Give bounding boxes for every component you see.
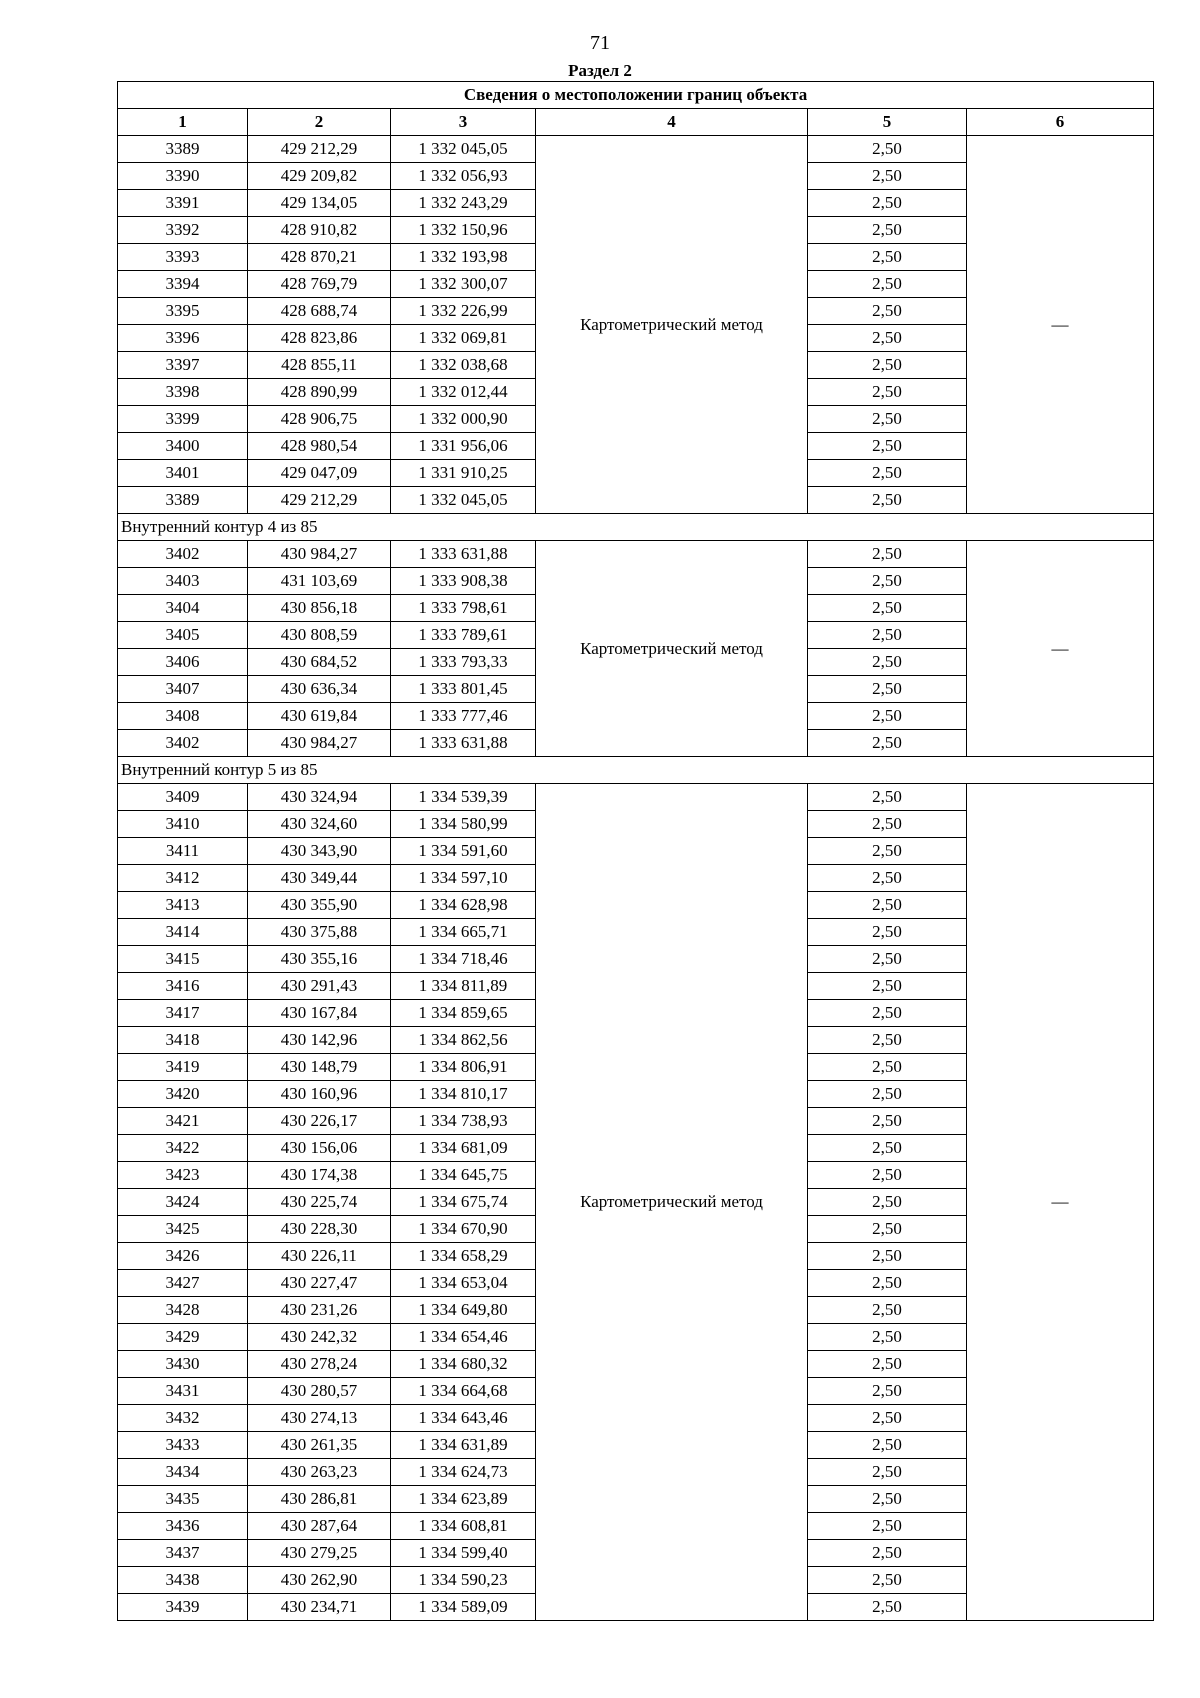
precision-cell: 2,50 xyxy=(808,1297,967,1324)
precision-cell: 2,50 xyxy=(808,568,967,595)
precision-cell: 2,50 xyxy=(808,730,967,757)
y-coordinate-cell: 1 334 597,10 xyxy=(391,865,536,892)
precision-cell: 2,50 xyxy=(808,1486,967,1513)
x-coordinate-cell: 429 212,29 xyxy=(248,136,391,163)
precision-cell: 2,50 xyxy=(808,919,967,946)
point-number-cell: 3416 xyxy=(118,973,248,1000)
x-coordinate-cell: 430 984,27 xyxy=(248,541,391,568)
y-coordinate-cell: 1 334 665,71 xyxy=(391,919,536,946)
point-number-cell: 3439 xyxy=(118,1594,248,1621)
y-coordinate-cell: 1 331 956,06 xyxy=(391,433,536,460)
y-coordinate-cell: 1 334 539,39 xyxy=(391,784,536,811)
precision-cell: 2,50 xyxy=(808,622,967,649)
precision-cell: 2,50 xyxy=(808,1108,967,1135)
point-number-cell: 3438 xyxy=(118,1567,248,1594)
precision-cell: 2,50 xyxy=(808,244,967,271)
y-coordinate-cell: 1 331 910,25 xyxy=(391,460,536,487)
point-number-cell: 3419 xyxy=(118,1054,248,1081)
point-number-cell: 3433 xyxy=(118,1432,248,1459)
column-header-4: 4 xyxy=(536,109,808,136)
point-number-cell: 3413 xyxy=(118,892,248,919)
y-coordinate-cell: 1 333 631,88 xyxy=(391,541,536,568)
precision-cell: 2,50 xyxy=(808,1135,967,1162)
y-coordinate-cell: 1 334 645,75 xyxy=(391,1162,536,1189)
precision-cell: 2,50 xyxy=(808,784,967,811)
x-coordinate-cell: 430 160,96 xyxy=(248,1081,391,1108)
y-coordinate-cell: 1 332 243,29 xyxy=(391,190,536,217)
point-number-cell: 3424 xyxy=(118,1189,248,1216)
x-coordinate-cell: 430 261,35 xyxy=(248,1432,391,1459)
point-number-cell: 3437 xyxy=(118,1540,248,1567)
precision-cell: 2,50 xyxy=(808,541,967,568)
precision-cell: 2,50 xyxy=(808,1216,967,1243)
y-coordinate-cell: 1 334 590,23 xyxy=(391,1567,536,1594)
contour-label-row xyxy=(118,514,1154,541)
method-cell: Картометрический метод xyxy=(536,541,808,757)
x-coordinate-cell: 429 209,82 xyxy=(248,163,391,190)
precision-cell: 2,50 xyxy=(808,973,967,1000)
x-coordinate-cell: 430 684,52 xyxy=(248,649,391,676)
point-number-cell: 3429 xyxy=(118,1324,248,1351)
x-coordinate-cell: 430 263,23 xyxy=(248,1459,391,1486)
point-number-cell: 3397 xyxy=(118,352,248,379)
method-cell: Картометрический метод xyxy=(536,784,808,1621)
point-number-cell: 3400 xyxy=(118,433,248,460)
boundary-table xyxy=(117,81,1154,1621)
y-coordinate-cell: 1 334 649,80 xyxy=(391,1297,536,1324)
point-number-cell: 3425 xyxy=(118,1216,248,1243)
precision-cell: 2,50 xyxy=(808,217,967,244)
precision-cell: 2,50 xyxy=(808,1594,967,1621)
precision-cell: 2,50 xyxy=(808,460,967,487)
point-number-cell: 3393 xyxy=(118,244,248,271)
precision-cell: 2,50 xyxy=(808,676,967,703)
x-coordinate-cell: 429 134,05 xyxy=(248,190,391,217)
precision-cell: 2,50 xyxy=(808,703,967,730)
y-coordinate-cell: 1 334 599,40 xyxy=(391,1540,536,1567)
column-header-row xyxy=(118,109,1154,136)
y-coordinate-cell: 1 334 580,99 xyxy=(391,811,536,838)
point-number-cell: 3394 xyxy=(118,271,248,298)
x-coordinate-cell: 430 228,30 xyxy=(248,1216,391,1243)
point-number-cell: 3428 xyxy=(118,1297,248,1324)
precision-cell: 2,50 xyxy=(808,649,967,676)
point-number-cell: 3418 xyxy=(118,1027,248,1054)
x-coordinate-cell: 430 174,38 xyxy=(248,1162,391,1189)
point-number-cell: 3391 xyxy=(118,190,248,217)
y-coordinate-cell: 1 333 631,88 xyxy=(391,730,536,757)
x-coordinate-cell: 430 225,74 xyxy=(248,1189,391,1216)
column-6-dash-cell: — xyxy=(967,784,1154,1621)
point-number-cell: 3406 xyxy=(118,649,248,676)
column-header-1: 1 xyxy=(118,109,248,136)
precision-cell: 2,50 xyxy=(808,1027,967,1054)
point-number-cell: 3399 xyxy=(118,406,248,433)
x-coordinate-cell: 430 324,60 xyxy=(248,811,391,838)
y-coordinate-cell: 1 334 623,89 xyxy=(391,1486,536,1513)
x-coordinate-cell: 430 148,79 xyxy=(248,1054,391,1081)
x-coordinate-cell: 430 856,18 xyxy=(248,595,391,622)
x-coordinate-cell: 430 262,90 xyxy=(248,1567,391,1594)
point-number-cell: 3392 xyxy=(118,217,248,244)
point-number-cell: 3412 xyxy=(118,865,248,892)
precision-cell: 2,50 xyxy=(808,190,967,217)
precision-cell: 2,50 xyxy=(808,163,967,190)
precision-cell: 2,50 xyxy=(808,595,967,622)
point-number-cell: 3435 xyxy=(118,1486,248,1513)
precision-cell: 2,50 xyxy=(808,811,967,838)
table-row xyxy=(118,541,1154,568)
x-coordinate-cell: 428 980,54 xyxy=(248,433,391,460)
column-6-dash-cell: — xyxy=(967,541,1154,757)
column-header-2: 2 xyxy=(248,109,391,136)
y-coordinate-cell: 1 334 664,68 xyxy=(391,1378,536,1405)
column-header-6: 6 xyxy=(967,109,1154,136)
precision-cell: 2,50 xyxy=(808,271,967,298)
x-coordinate-cell: 430 287,64 xyxy=(248,1513,391,1540)
precision-cell: 2,50 xyxy=(808,1432,967,1459)
precision-cell: 2,50 xyxy=(808,1459,967,1486)
y-coordinate-cell: 1 333 777,46 xyxy=(391,703,536,730)
y-coordinate-cell: 1 333 789,61 xyxy=(391,622,536,649)
y-coordinate-cell: 1 332 069,81 xyxy=(391,325,536,352)
x-coordinate-cell: 430 984,27 xyxy=(248,730,391,757)
precision-cell: 2,50 xyxy=(808,325,967,352)
precision-cell: 2,50 xyxy=(808,838,967,865)
x-coordinate-cell: 430 636,34 xyxy=(248,676,391,703)
y-coordinate-cell: 1 334 670,90 xyxy=(391,1216,536,1243)
y-coordinate-cell: 1 334 859,65 xyxy=(391,1000,536,1027)
point-number-cell: 3411 xyxy=(118,838,248,865)
x-coordinate-cell: 431 103,69 xyxy=(248,568,391,595)
point-number-cell: 3407 xyxy=(118,676,248,703)
y-coordinate-cell: 1 334 811,89 xyxy=(391,973,536,1000)
point-number-cell: 3427 xyxy=(118,1270,248,1297)
precision-cell: 2,50 xyxy=(808,352,967,379)
point-number-cell: 3434 xyxy=(118,1459,248,1486)
point-number-cell: 3408 xyxy=(118,703,248,730)
x-coordinate-cell: 430 619,84 xyxy=(248,703,391,730)
x-coordinate-cell: 430 279,25 xyxy=(248,1540,391,1567)
contour-label: Внутренний контур 4 из 85 xyxy=(118,514,1154,541)
x-coordinate-cell: 428 769,79 xyxy=(248,271,391,298)
point-number-cell: 3436 xyxy=(118,1513,248,1540)
precision-cell: 2,50 xyxy=(808,865,967,892)
contour-label-row xyxy=(118,757,1154,784)
y-coordinate-cell: 1 334 643,46 xyxy=(391,1405,536,1432)
precision-cell: 2,50 xyxy=(808,1405,967,1432)
point-number-cell: 3395 xyxy=(118,298,248,325)
y-coordinate-cell: 1 333 908,38 xyxy=(391,568,536,595)
precision-cell: 2,50 xyxy=(808,892,967,919)
page-number: 71 xyxy=(590,32,610,54)
point-number-cell: 3423 xyxy=(118,1162,248,1189)
x-coordinate-cell: 430 349,44 xyxy=(248,865,391,892)
point-number-cell: 3414 xyxy=(118,919,248,946)
x-coordinate-cell: 430 291,43 xyxy=(248,973,391,1000)
point-number-cell: 3389 xyxy=(118,487,248,514)
point-number-cell: 3417 xyxy=(118,1000,248,1027)
precision-cell: 2,50 xyxy=(808,433,967,460)
precision-cell: 2,50 xyxy=(808,1189,967,1216)
x-coordinate-cell: 430 142,96 xyxy=(248,1027,391,1054)
x-coordinate-cell: 430 355,90 xyxy=(248,892,391,919)
point-number-cell: 3420 xyxy=(118,1081,248,1108)
x-coordinate-cell: 429 047,09 xyxy=(248,460,391,487)
x-coordinate-cell: 430 343,90 xyxy=(248,838,391,865)
x-coordinate-cell: 430 167,84 xyxy=(248,1000,391,1027)
method-cell: Картометрический метод xyxy=(536,136,808,514)
point-number-cell: 3402 xyxy=(118,541,248,568)
y-coordinate-cell: 1 334 589,09 xyxy=(391,1594,536,1621)
y-coordinate-cell: 1 334 718,46 xyxy=(391,946,536,973)
y-coordinate-cell: 1 334 624,73 xyxy=(391,1459,536,1486)
y-coordinate-cell: 1 332 056,93 xyxy=(391,163,536,190)
y-coordinate-cell: 1 334 675,74 xyxy=(391,1189,536,1216)
x-coordinate-cell: 430 286,81 xyxy=(248,1486,391,1513)
y-coordinate-cell: 1 334 738,93 xyxy=(391,1108,536,1135)
column-header-5: 5 xyxy=(808,109,967,136)
point-number-cell: 3398 xyxy=(118,379,248,406)
column-header-3: 3 xyxy=(391,109,536,136)
y-coordinate-cell: 1 333 793,33 xyxy=(391,649,536,676)
point-number-cell: 3430 xyxy=(118,1351,248,1378)
y-coordinate-cell: 1 332 045,05 xyxy=(391,487,536,514)
x-coordinate-cell: 430 226,11 xyxy=(248,1243,391,1270)
precision-cell: 2,50 xyxy=(808,136,967,163)
point-number-cell: 3422 xyxy=(118,1135,248,1162)
x-coordinate-cell: 430 231,26 xyxy=(248,1297,391,1324)
y-coordinate-cell: 1 332 000,90 xyxy=(391,406,536,433)
x-coordinate-cell: 430 234,71 xyxy=(248,1594,391,1621)
y-coordinate-cell: 1 334 653,04 xyxy=(391,1270,536,1297)
x-coordinate-cell: 430 227,47 xyxy=(248,1270,391,1297)
precision-cell: 2,50 xyxy=(808,379,967,406)
table-row xyxy=(118,136,1154,163)
point-number-cell: 3403 xyxy=(118,568,248,595)
section-title: Раздел 2 xyxy=(568,61,632,80)
y-coordinate-cell: 1 332 012,44 xyxy=(391,379,536,406)
precision-cell: 2,50 xyxy=(808,1000,967,1027)
x-coordinate-cell: 428 890,99 xyxy=(248,379,391,406)
x-coordinate-cell: 430 324,94 xyxy=(248,784,391,811)
point-number-cell: 3415 xyxy=(118,946,248,973)
point-number-cell: 3431 xyxy=(118,1378,248,1405)
point-number-cell: 3410 xyxy=(118,811,248,838)
precision-cell: 2,50 xyxy=(808,1324,967,1351)
point-number-cell: 3396 xyxy=(118,325,248,352)
precision-cell: 2,50 xyxy=(808,298,967,325)
y-coordinate-cell: 1 334 591,60 xyxy=(391,838,536,865)
x-coordinate-cell: 428 688,74 xyxy=(248,298,391,325)
y-coordinate-cell: 1 332 045,05 xyxy=(391,136,536,163)
y-coordinate-cell: 1 334 680,32 xyxy=(391,1351,536,1378)
x-coordinate-cell: 430 808,59 xyxy=(248,622,391,649)
x-coordinate-cell: 428 855,11 xyxy=(248,352,391,379)
x-coordinate-cell: 430 280,57 xyxy=(248,1378,391,1405)
caption-row xyxy=(118,82,1154,109)
y-coordinate-cell: 1 333 801,45 xyxy=(391,676,536,703)
y-coordinate-cell: 1 334 862,56 xyxy=(391,1027,536,1054)
point-number-cell: 3426 xyxy=(118,1243,248,1270)
y-coordinate-cell: 1 333 798,61 xyxy=(391,595,536,622)
x-coordinate-cell: 430 226,17 xyxy=(248,1108,391,1135)
contour-label: Внутренний контур 5 из 85 xyxy=(118,757,1154,784)
x-coordinate-cell: 430 278,24 xyxy=(248,1351,391,1378)
column-6-dash-cell: — xyxy=(967,136,1154,514)
point-number-cell: 3405 xyxy=(118,622,248,649)
table-body xyxy=(118,82,1154,1621)
point-number-cell: 3390 xyxy=(118,163,248,190)
precision-cell: 2,50 xyxy=(808,406,967,433)
point-number-cell: 3404 xyxy=(118,595,248,622)
y-coordinate-cell: 1 332 193,98 xyxy=(391,244,536,271)
y-coordinate-cell: 1 334 628,98 xyxy=(391,892,536,919)
y-coordinate-cell: 1 334 658,29 xyxy=(391,1243,536,1270)
precision-cell: 2,50 xyxy=(808,1378,967,1405)
x-coordinate-cell: 428 910,82 xyxy=(248,217,391,244)
point-number-cell: 3389 xyxy=(118,136,248,163)
precision-cell: 2,50 xyxy=(808,1270,967,1297)
precision-cell: 2,50 xyxy=(808,1162,967,1189)
point-number-cell: 3409 xyxy=(118,784,248,811)
y-coordinate-cell: 1 334 631,89 xyxy=(391,1432,536,1459)
precision-cell: 2,50 xyxy=(808,1351,967,1378)
point-number-cell: 3421 xyxy=(118,1108,248,1135)
y-coordinate-cell: 1 334 806,91 xyxy=(391,1054,536,1081)
table-row xyxy=(118,784,1154,811)
point-number-cell: 3402 xyxy=(118,730,248,757)
x-coordinate-cell: 430 355,16 xyxy=(248,946,391,973)
precision-cell: 2,50 xyxy=(808,487,967,514)
y-coordinate-cell: 1 334 681,09 xyxy=(391,1135,536,1162)
y-coordinate-cell: 1 332 150,96 xyxy=(391,217,536,244)
y-coordinate-cell: 1 332 038,68 xyxy=(391,352,536,379)
precision-cell: 2,50 xyxy=(808,1567,967,1594)
precision-cell: 2,50 xyxy=(808,1243,967,1270)
x-coordinate-cell: 430 375,88 xyxy=(248,919,391,946)
x-coordinate-cell: 430 274,13 xyxy=(248,1405,391,1432)
x-coordinate-cell: 428 870,21 xyxy=(248,244,391,271)
precision-cell: 2,50 xyxy=(808,1054,967,1081)
precision-cell: 2,50 xyxy=(808,1081,967,1108)
precision-cell: 2,50 xyxy=(808,1513,967,1540)
y-coordinate-cell: 1 332 300,07 xyxy=(391,271,536,298)
point-number-cell: 3432 xyxy=(118,1405,248,1432)
x-coordinate-cell: 430 156,06 xyxy=(248,1135,391,1162)
x-coordinate-cell: 429 212,29 xyxy=(248,487,391,514)
x-coordinate-cell: 428 906,75 xyxy=(248,406,391,433)
table-caption: Сведения о местоположении границ объекта xyxy=(118,82,1154,109)
point-number-cell: 3401 xyxy=(118,460,248,487)
y-coordinate-cell: 1 334 654,46 xyxy=(391,1324,536,1351)
x-coordinate-cell: 428 823,86 xyxy=(248,325,391,352)
x-coordinate-cell: 430 242,32 xyxy=(248,1324,391,1351)
precision-cell: 2,50 xyxy=(808,1540,967,1567)
y-coordinate-cell: 1 332 226,99 xyxy=(391,298,536,325)
precision-cell: 2,50 xyxy=(808,946,967,973)
y-coordinate-cell: 1 334 608,81 xyxy=(391,1513,536,1540)
y-coordinate-cell: 1 334 810,17 xyxy=(391,1081,536,1108)
